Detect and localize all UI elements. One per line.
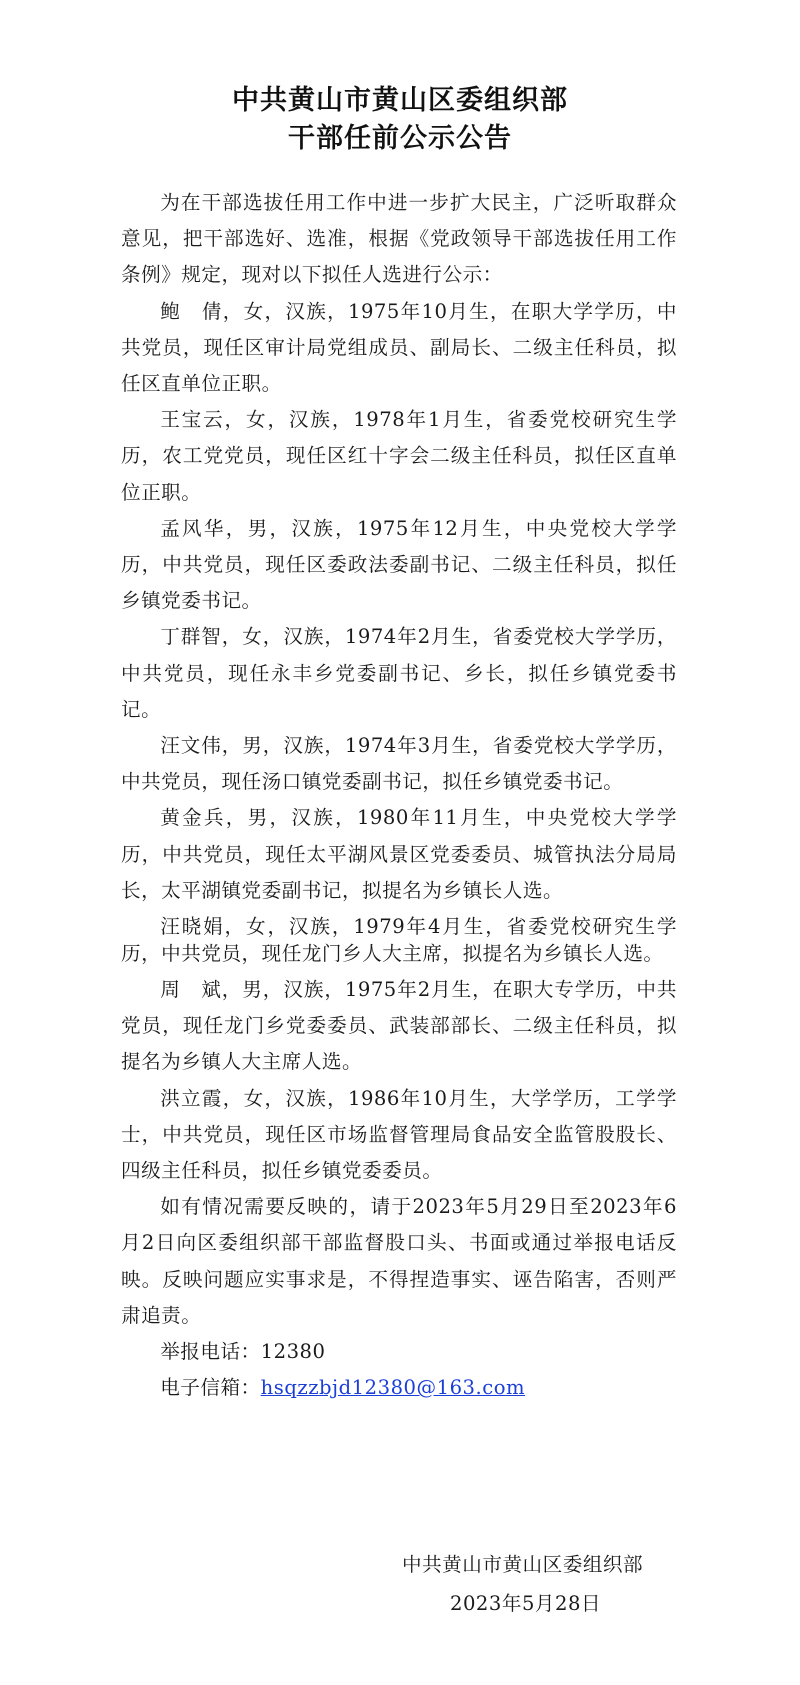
phone-line (121, 1334, 677, 1370)
person-entry: 洪立霞，女，汉族，1986年10月生，大学学历，工学学士，中共党员，现任区市场监督管理局食品安全监管股股长、四级主任科员，拟任乡镇党委委员。 (121, 1086, 677, 1183)
signature-date: 2023年5月28日 (450, 1592, 602, 1615)
person-entry: 汪晓娟，女，汉族，1979年4月生，省委党校研究生学历，中共党员，现任龙门乡人大主席，拟提名为乡镇长人选。 (121, 915, 677, 966)
person-entry: 孟风华，男，汉族，1975年12月生，中央党校大学学历，中共党员，现任区委政法委副书记、二级主任科员，拟任乡镇党委书记。 (121, 516, 677, 613)
person-entry: 黄金兵，男，汉族，1980年11月生，中央党校大学学历，中共党员，现任太平湖风景区党委委员、城管执法分局局长，太平湖镇党委副书记，拟提名为乡镇长人选。 (121, 806, 677, 902)
email-label: 电子信箱： (160, 1376, 261, 1400)
person-entry: 汪文伟，男，汉族，1974年3月生，省委党校大学学历，中共党员，现任汤口镇党委副书记，拟任乡镇党委书记。 (121, 734, 677, 794)
intro-paragraph: 为在干部选拔任用工作中进一步扩大民主，广泛听取群众意见，把干部选好、选准，根据《党政领导干部选拔任用工作条例》规定，现对以下拟任人选进行公示： (121, 191, 677, 287)
email-link[interactable]: hsqzzbjd12380@163.com (260, 1376, 526, 1400)
person-entry: 鲍 倩，女，汉族，1975年10月生，在职大学学历，中共党员，现任区审计局党组成员、副局长、二级主任科员，拟任区直单位正职。 (121, 299, 677, 396)
page-title: 中共黄山市黄山区委组织部 (232, 85, 568, 116)
feedback-paragraph: 如有情况需要反映的，请于2023年5月29日至2023年6月2日向区委组织部干部监督股口头、书面或通过举报电话反映。反映问题应实事求是，不得捏造事实、诬告陷害，否则严肃追责。 (121, 1195, 677, 1327)
phone-number: 12380 (260, 1340, 326, 1364)
person-entry: 丁群智，女，汉族，1974年2月生，省委党校大学学历，中共党员，现任永丰乡党委副书记、乡长，拟任乡镇党委书记。 (121, 625, 677, 721)
page-subtitle: 干部任前公示公告 (288, 123, 512, 154)
phone-label: 举报电话： (160, 1340, 261, 1364)
announcement-body (121, 185, 677, 1407)
person-entry: 王宝云，女，汉族，1978年1月生，省委党校研究生学历，农工党党员，现任区红十字会二级主任科员，拟任区直单位正职。 (121, 408, 677, 504)
signature-organization: 中共黄山市黄山区委组织部 (402, 1553, 644, 1576)
person-entry: 周 斌，男，汉族，1975年2月生，在职大专学历，中共党员，现任龙门乡党委委员、武装部部长、二级主任科员，拟提名为乡镇人大主席人选。 (121, 978, 677, 1074)
email-line (121, 1370, 677, 1406)
